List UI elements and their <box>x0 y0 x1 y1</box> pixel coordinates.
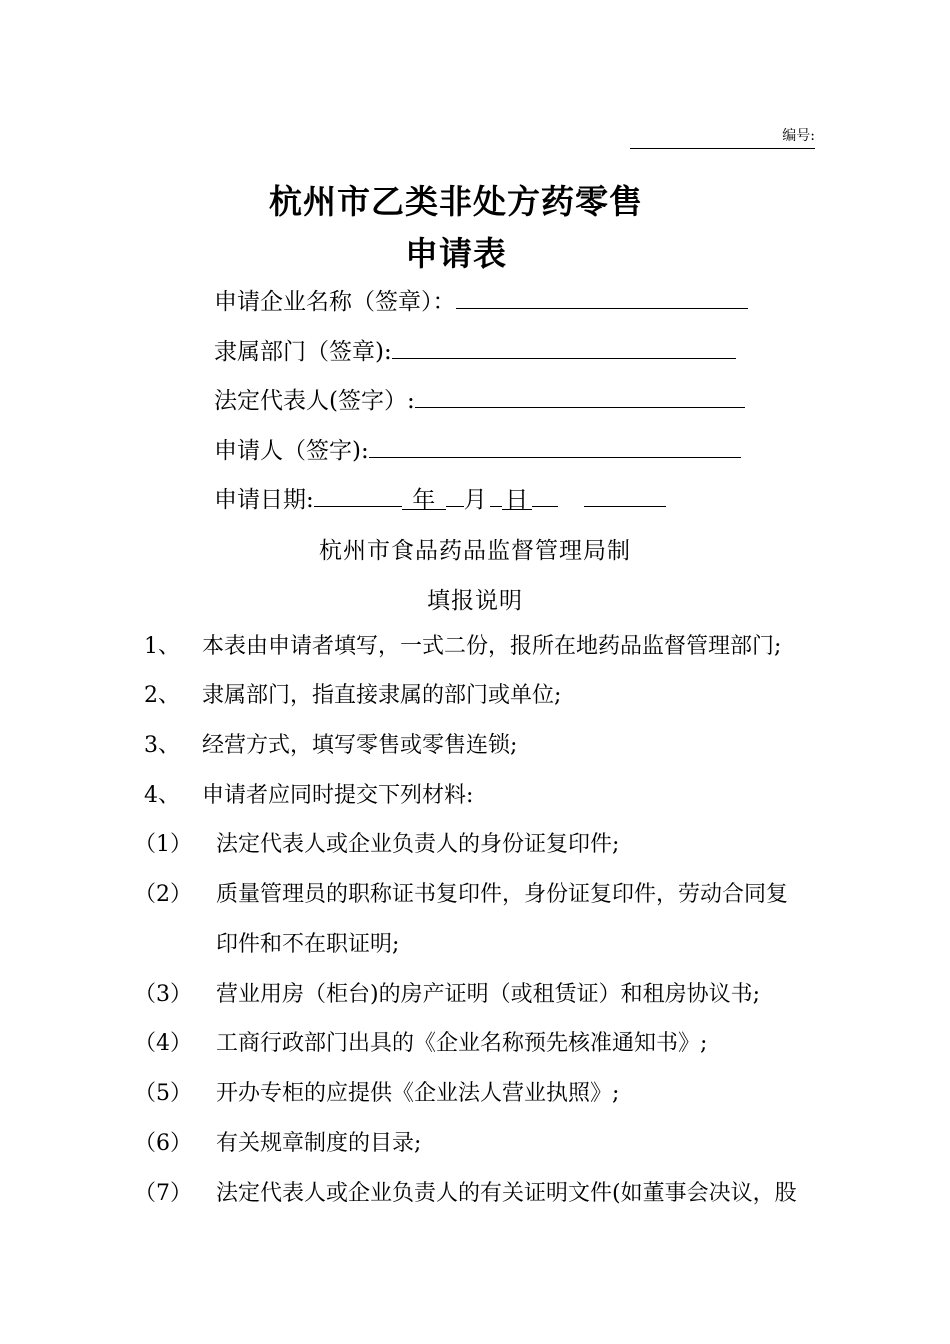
material-number: （4） <box>134 1031 192 1056</box>
item-text: 隶属部门，指直接隶属的部门或单位; <box>202 683 562 708</box>
date-label: 申请日期: <box>214 487 314 513</box>
material-text: 法定代表人或企业负责人的身份证复印件; <box>216 832 620 857</box>
field-applicant-company <box>214 282 748 316</box>
month-label: 月 <box>463 487 487 513</box>
field-application-date <box>214 480 666 514</box>
instructions-heading: 填报说明 <box>427 588 523 614</box>
item-number: 3、 <box>144 733 180 758</box>
field-legal-representative <box>214 381 745 415</box>
serial-number-field[interactable] <box>630 124 815 149</box>
day-label: 日 <box>502 483 532 510</box>
material-text: 质量管理员的职称证书复印件，身份证复印件，劳动合同复 <box>216 882 789 907</box>
item-text: 经营方式，填写零售或零售连锁; <box>202 733 518 758</box>
field-applicant <box>214 431 741 465</box>
material-text: 营业用房（柜台)的房产证明（或租赁证）和租房协议书; <box>216 982 760 1007</box>
issuing-authority: 杭州市食品药品监督管理局制 <box>319 538 631 564</box>
item-text: 申请者应同时提交下列材料: <box>202 783 474 808</box>
date-extra-input[interactable] <box>584 480 666 507</box>
material-text: 印件和不在职证明; <box>216 932 400 957</box>
date-day-input-right[interactable] <box>532 480 558 507</box>
item-number: 2、 <box>144 683 180 708</box>
field-label: 申请企业名称（签章）： <box>214 289 456 315</box>
field-label: 法定代表人(签字）: <box>214 388 415 414</box>
serial-number-label: 编号: <box>782 128 815 144</box>
field-label: 申请人（签字): <box>214 438 369 464</box>
item-number: 4、 <box>144 783 180 808</box>
item-number: 1、 <box>144 634 180 659</box>
company-name-input[interactable] <box>456 282 748 309</box>
form-title-line2: 申请表 <box>405 234 507 273</box>
applicant-input[interactable] <box>369 431 741 458</box>
legal-rep-input[interactable] <box>415 381 745 408</box>
date-day-input-left[interactable] <box>490 480 502 507</box>
material-text: 工商行政部门出具的《企业名称预先核准通知书》; <box>216 1031 708 1056</box>
material-number: （3） <box>134 982 192 1007</box>
department-input[interactable] <box>392 332 736 359</box>
year-label: 年 <box>402 483 446 510</box>
material-number: （6） <box>134 1131 192 1156</box>
date-year-input[interactable] <box>314 480 402 507</box>
material-number: （2） <box>134 882 192 907</box>
item-text: 本表由申请者填写，一式二份，报所在地药品监督管理部门; <box>202 634 782 659</box>
material-number: （1） <box>134 832 192 857</box>
material-text: 法定代表人或企业负责人的有关证明文件(如董事会决议，股 <box>216 1181 797 1206</box>
material-text: 开办专柜的应提供《企业法人营业执照》; <box>216 1081 620 1106</box>
date-month-input[interactable] <box>446 480 464 507</box>
form-title-line1: 杭州市乙类非处方药零售 <box>269 182 643 221</box>
material-text: 有关规章制度的目录; <box>216 1131 422 1156</box>
field-label: 隶属部门（签章): <box>214 339 392 365</box>
material-number: （5） <box>134 1081 192 1106</box>
material-number: （7） <box>134 1181 192 1206</box>
field-affiliated-department <box>214 332 736 366</box>
